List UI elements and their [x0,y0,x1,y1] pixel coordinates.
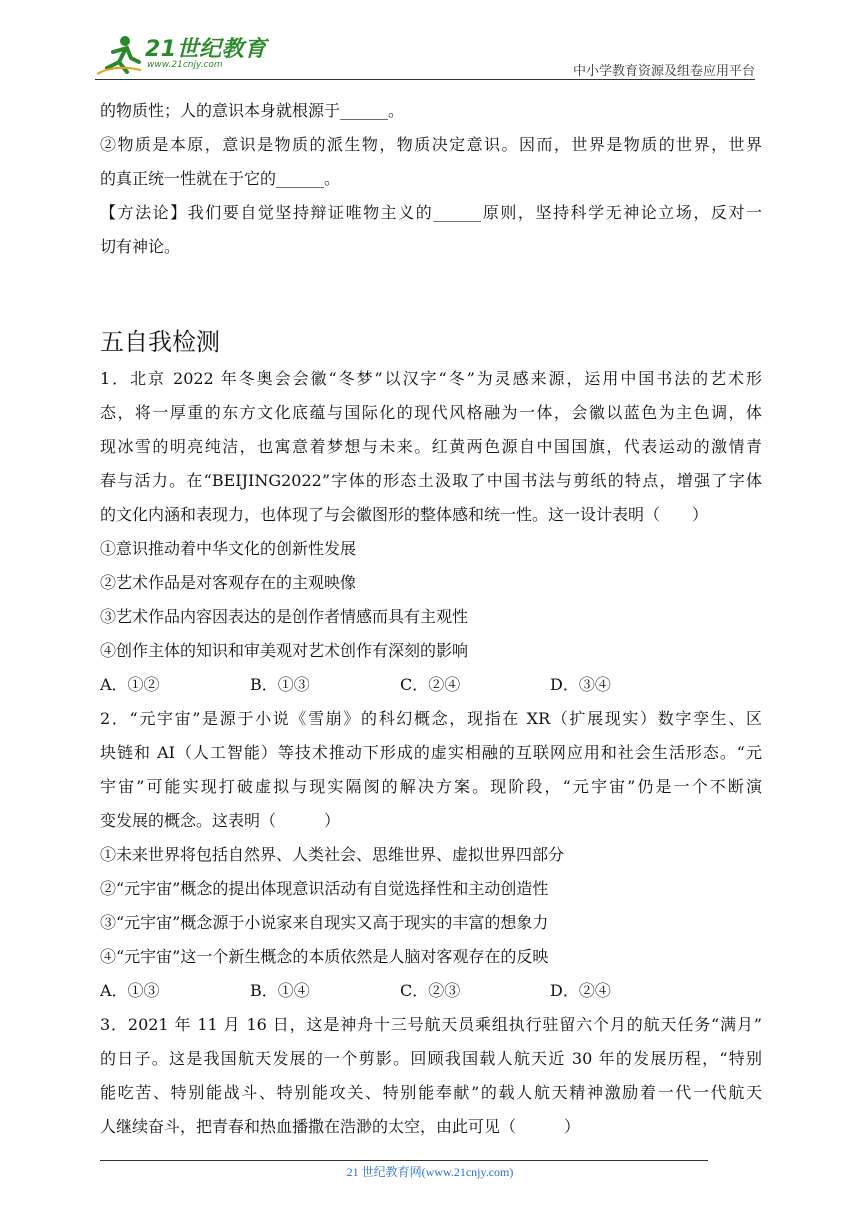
statement-item: ③“元宇宙”概念源于小说家来自现实又高于现实的丰富的想象力 [100,913,549,932]
footer-text: 21 世纪教育网(www.21cnjy.com) [346,1165,514,1179]
question-stem-line: 春与活力。在“BEIJING2022”字体的形态土汲取了中国书法与剪纸的特点，增强了字体 [100,471,762,490]
top-paragraph [100,94,762,264]
question-stem-line: 现冰雪的明亮纯洁，也寓意着梦想与未来。红黄两色源自中国国旗，代表运动的激情青 [100,437,762,456]
text-line: 的物质性；人的意识本身就根源于______。 [100,101,405,120]
option-b: B．①③ [250,675,310,694]
question-stem-line: 块链和 AI（人工智能）等技术推动下形成的虚实相融的互联网应用和社会生活形态。“元 [100,743,762,762]
statement-item: ④创作主体的知识和审美观对艺术创作有深刻的影响 [100,641,469,660]
option-c: C．②③ [400,981,461,1000]
question-stem-line: 3．2021 年 11 月 16 日，这是神舟十三号航天员乘组执行驻留六个月的航天任务“满月” [100,1015,762,1034]
question-stem-line: 能吃苦、特别能战斗、特别能攻关、特别能奉献”的载人航天精神激励着一代一代航天 [100,1083,762,1102]
text-line: 【方法论】我们要自觉坚持辩证唯物主义的______原则，坚持科学无神论立场，反对一 [100,203,762,222]
question-stem-line: 的日子。这是我国航天发展的一个剪影。回顾我国载人航天近 30 年的发展历程，“特别 [100,1049,762,1068]
runner-logo-icon [95,34,145,78]
statement-item: ①未来世界将包括自然界、人类社会、思维世界、虚拟世界四部分 [100,845,565,864]
question-1 [100,362,762,702]
option-a: A．①③ [100,981,160,1000]
footer-divider [100,1160,708,1161]
option-c: C．②④ [400,675,461,694]
section-title: 五自我检测 [100,328,220,356]
statement-item: ②“元宇宙”概念的提出体现意识活动有自觉选择性和主动创造性 [100,879,549,898]
text-line: 切有神论。 [100,237,181,256]
platform-name: 中小学教育资源及组卷应用平台 [572,64,755,79]
option-a: A．①② [100,675,160,694]
header-divider [95,79,755,80]
logo-subtext: www.21cnjy.com [147,60,223,70]
statement-item: ②艺术作品是对客观存在的主观映像 [100,573,357,592]
page-header [95,30,755,80]
answer-options [100,668,762,702]
question-stem-line: 1．北京 2022 年冬奥会会徽“冬梦”以汉字“冬”为灵感来源，运用中国书法的艺术形 [100,369,762,388]
question-2 [100,702,762,1008]
statement-item: ①意识推动着中华文化的创新性发展 [100,539,357,558]
question-stem-line: 宇宙”可能实现打破虚拟与现实隔阂的解决方案。现阶段，“元宇宙”仍是一个不断演 [100,777,762,796]
statement-item: ③艺术作品内容因表达的是创作者情感而具有主观性 [100,607,469,626]
question-stem-line: 的文化内涵和表现力，也体现了与会徽图形的整体感和统一性。这一设计表明（ ） [100,505,709,524]
logo-text: 21世纪教育 [145,37,267,62]
question-stem-line: 态，将一厚重的东方文化底蕴与国际化的现代风格融为一体，会徽以蓝色为主色调，体 [100,403,762,422]
option-d: D．②④ [550,981,611,1000]
question-stem-line: 变发展的概念。这表明（ ） [100,811,341,830]
answer-options [100,974,762,1008]
option-d: D．③④ [550,675,611,694]
text-line: 的真正统一性就在于它的______。 [100,169,341,188]
questions [100,362,762,1144]
statement-item: ④“元宇宙”这一个新生概念的本质依然是人脑对客观存在的反映 [100,947,549,966]
question-stem-line: 2．“元宇宙”是源于小说《雪崩》的科幻概念，现指在 XR（扩展现实）数字孪生、区 [100,709,762,728]
question-3 [100,1008,762,1144]
question-stem-line: 人继续奋斗，把青春和热血播撒在浩渺的太空，由此可见（ ） [100,1117,581,1136]
text-line: ②物质是本原，意识是物质的派生物，物质决定意识。因而，世界是物质的世界，世界 [100,135,762,154]
option-b: B．①④ [250,981,310,1000]
